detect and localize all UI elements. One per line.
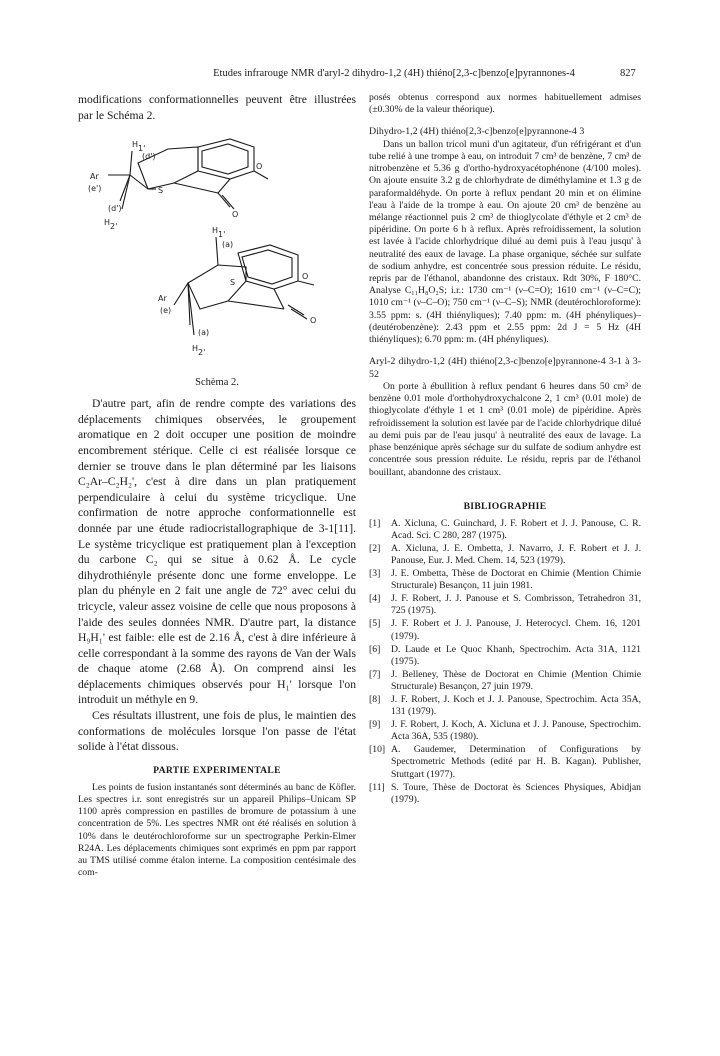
reference-number: [4] (369, 593, 381, 605)
paragraph-conclusion: Ces résultats illustrent, une fois de plus, le maintien des conformations de molécules lorsque l'on passe de l'état solide à l'état dissous. (78, 709, 356, 754)
label-h1-sub: 1' (138, 144, 146, 154)
reference-item (369, 568, 641, 592)
compound-aryl-title: Aryl-2 dihydro-1,2 (4H) thiéno[2,3-c]benzo[e]pyrannone-4 3-1 à 3-52 (369, 356, 641, 380)
reference-text: A. Gaudemer, Determination of Configurations by Spectrometric Methods (edité par H. B. Kagan). Publisher, Stuttgart (1977). (391, 744, 641, 780)
reference-item (369, 782, 641, 806)
reference-item (369, 744, 641, 780)
reference-item (369, 518, 641, 542)
label-o3: O (302, 272, 309, 282)
label-h2: H (104, 218, 111, 228)
scheme-2-drawing (78, 125, 356, 373)
page-number: 827 (620, 68, 636, 79)
label-h2-b-sub: 2' (198, 348, 206, 358)
reference-number: [10] (369, 744, 386, 756)
paragraph-conformation: D'autre part, afin de rendre compte des variations des déplacements chimiques observées, le groupement aromatique en 2 doit occuper une position de moindre encombrement stérique. Celle ci est réalisée lorsque ce dernier se trouve dans le plan déterminé par les liaisons C₂Ar–C₂H₂', c'est à dire dans un plan pratiquement perpendiculaire à celui du système tricyclique. Une confirmation de notre approche conformationnelle est donnée par une étude radiocristallographique de 3-1[11]. Le système tricyclique est pratiquement plan à l'exception du carbone C₂ qui se situe à 0.62 Å. Le cycle dihydrothiényle présente donc une forme enveloppe. Le plan du phényle en 2 fait une angle de 72° avec celui du tricycle, valeur assez voisine de celle que nous proposons à l'aide des seules données NMR. D'autre part, la distance H₉H₁' est faible: elle est de 2.16 Å, c'est à dire inférieure à celle correspondant à la somme des rayons de Van der Wals de chaque atome (2.68 Å). On comprend ainsi les déplacements chimiques observés pour H₁' lorsque l'on introduit un méthyle en 9. (78, 397, 356, 707)
reference-item (369, 593, 641, 617)
reference-number: [6] (369, 643, 381, 655)
reference-item (369, 644, 641, 668)
reference-text: J. F. Robert, J. Koch et J. J. Panouse, Spectrochim. Acta 35A, 131 (1979). (391, 694, 641, 718)
reference-number: [1] (369, 517, 381, 529)
intro-text: modifications conformationnelles peuvent être illustrées par le Schéma 2. (78, 93, 356, 122)
reference-item (369, 618, 641, 642)
reference-number: [5] (369, 618, 381, 630)
reference-list (369, 518, 641, 806)
reference-text: A. Xicluna, J. E. Ombetta, J. Navarro, J. F. Robert et J. J. Panouse, Eur. J. Med. Chem. 14, 523 (1979). (391, 542, 641, 566)
reference-text: S. Toure, Thèse de Doctorat ès Sciences Physiques, Abidjan (1979). (391, 781, 641, 805)
reference-number: [2] (369, 542, 381, 554)
reference-text: D. Laude et Le Quoc Khanh, Spectrochim. Acta 31A, 1121 (1975). (391, 643, 641, 667)
label-h2-sub: 2' (110, 222, 118, 232)
running-title: Etudes infrarouge NMR d'aryl-2 dihydro-1,2 (4H) thiéno[2,3-c]benzo[e]pyrannones-4 (213, 68, 575, 79)
reference-item (369, 719, 641, 743)
reference-text: J. F. Robert, J. Koch, A. Xicluna et J. J. Panouse, Spectrochim. Acta 36A, 535 (1980). (391, 719, 641, 743)
label-h1: H (132, 140, 139, 150)
label-o2: O (232, 210, 239, 220)
label-ar: Ar (90, 172, 99, 182)
label-h1-b-sub: 1' (218, 230, 226, 240)
reference-item (369, 694, 641, 718)
section-title-experimental: PARTIE EXPERIMENTALE (153, 764, 281, 776)
reference-number: [8] (369, 694, 381, 706)
reference-number: [7] (369, 668, 381, 680)
scheme-2-figure (78, 125, 356, 373)
compound-aryl-procedure: On porte à ébullition à reflux pendant 6 heures dans 50 cm³ de benzène 0.01 mole d'orthohydroxychalcone 2, 1 cm³ (0.01 mole) de thioglycolate d'éthyle 1 et 1 cm³ (0.01 mole) de pipéridine. Après refroidissement la solution est lavée par de l'acide chlorhydrique dilué au demi puis par de l'eau jusqu' à neutralité des eaux de lavage. La phase benzénique après séchage sur du sulfate de sodium anhydre est concentrée sous pression réduite. Le résidu, repris par de l'éthanol bouillant, abandonne des cristaux. (369, 381, 641, 478)
experimental-text: Les points de fusion instantanés sont déterminés au banc de Köfler. Les spectres i.r. sont enregistrés sur un appareil Philips–Unicam SP 1100 après compression en pastilles de bromure de potassium à une concentration de 5%. Les spectres NMR ont été réalisés en solution à 10% dans le deutérochloroforme sur un spectrographe Perkin-Elmer R24A. Les déplacements chimiques sont exprimés en ppm par rapport au TMS utilisé comme étalon interne. La composition centésimale des com- (78, 781, 356, 879)
label-h2-b: H (192, 344, 199, 354)
compound-3-procedure: Dans un ballon tricol muni d'un agitateur, d'un réfrigérant et d'un tube relié à une trompe à eau, on introduit 7 cm³ de benzène, 7 cm³ de nitrobenzène et 5.36 g d'ortho-hydroxyacétophénone (4/100 moles). On ajoute ensuite 3.2 g de chlorhydrate de diméthylamine et 1.3 g de paraformaldéhyde. On porte à reflux pendant 20 min et on élimine l'eau à l'aide de la trompe à eau. On ajoute 20 cm³ de benzène au mélange réactionnel puis 2 cm³ de thioglycolate d'éthyle et 2 cm³ de pipéridine. On porte 6 h à reflux. Après refroidissement, la solution est lavée à l'acide chlorhydrique dilué au demi puis à l'eau jusqu' à neutralité des eaux de lavage. La phase organique, séchée sur sulfate de sodium anhydre, est concentrée sous pression réduite. Le résidu, repris par de l'éthanol, abandonne des cristaux. Rdt 30%, F 180°C. Analyse C₁₁H₈O₂S; i.r.: 1730 cm⁻¹ (ν–C=O); 1610 cm⁻¹ (ν–C=C); 1010 cm⁻¹ (ν–C–O); 750 cm⁻¹ (ν–C–S); NMR (deutérochloroforme): 3.55 ppm: s. (4H thiényliques); 7.40 ppm: m. (4H phényliques)–(deutérobenzène): 2.43 ppm et 2.55 ppm: 2d J = 5 Hz (4H thiényliques); 6.70 ppm: m. (4H phényliques). (369, 138, 641, 346)
label-h1-b: H (212, 226, 219, 236)
reference-text: J. F. Robert, J. J. Panouse et S. Combrisson, Tetrahedron 31, 725 (1975). (391, 593, 641, 617)
label-s1: S (158, 186, 164, 196)
reference-number: [3] (369, 568, 381, 580)
reference-number: [11] (369, 781, 385, 793)
bibliography-title: BIBLIOGRAPHIE (463, 500, 547, 512)
label-a2: (a) (198, 328, 210, 338)
reference-text: J. E. Ombetta, Thèse de Doctorat en Chimie (Mention Chimie Structurale) Besançon, 11 juin 1981. (391, 568, 641, 592)
label-o4: O (310, 316, 317, 326)
label-o1: O (256, 162, 263, 172)
label-s2: S (230, 278, 236, 288)
left-column (78, 92, 356, 879)
reference-text: A. Xicluna, C. Guinchard, J. F. Robert et J. J. Panouse, C. R. Acad. Sci. C 280, 287 (1975). (391, 517, 641, 541)
reference-text: J. Belleney, Thèse de Doctorat en Chimie (Mention Chimie Structurale) Besançon, 27 juin 1979. (391, 668, 641, 692)
scheme-caption: Schèma 2. (195, 377, 239, 389)
label-d2: (d') (108, 204, 122, 214)
label-ar-b: Ar (158, 294, 167, 304)
label-e2: (e) (160, 306, 172, 316)
label-e: (e') (88, 184, 102, 194)
reference-item (369, 543, 641, 567)
right-column (369, 92, 641, 807)
reference-number: [9] (369, 719, 381, 731)
label-d: (d') (142, 152, 156, 162)
label-a: (a) (222, 240, 234, 250)
reference-item (369, 669, 641, 693)
compound-3-title: Dihydro-1,2 (4H) thiéno[2,3-c]benzo[e]pyrannone-4 3 (369, 126, 585, 138)
continuation-text: posés obtenus correspond aux normes habituellement admises (±0.30% de la valeur théorique). (369, 92, 641, 116)
reference-text: J. F. Robert et J. J. Panouse, J. Heterocycl. Chem. 16, 1201 (1979). (391, 618, 641, 642)
